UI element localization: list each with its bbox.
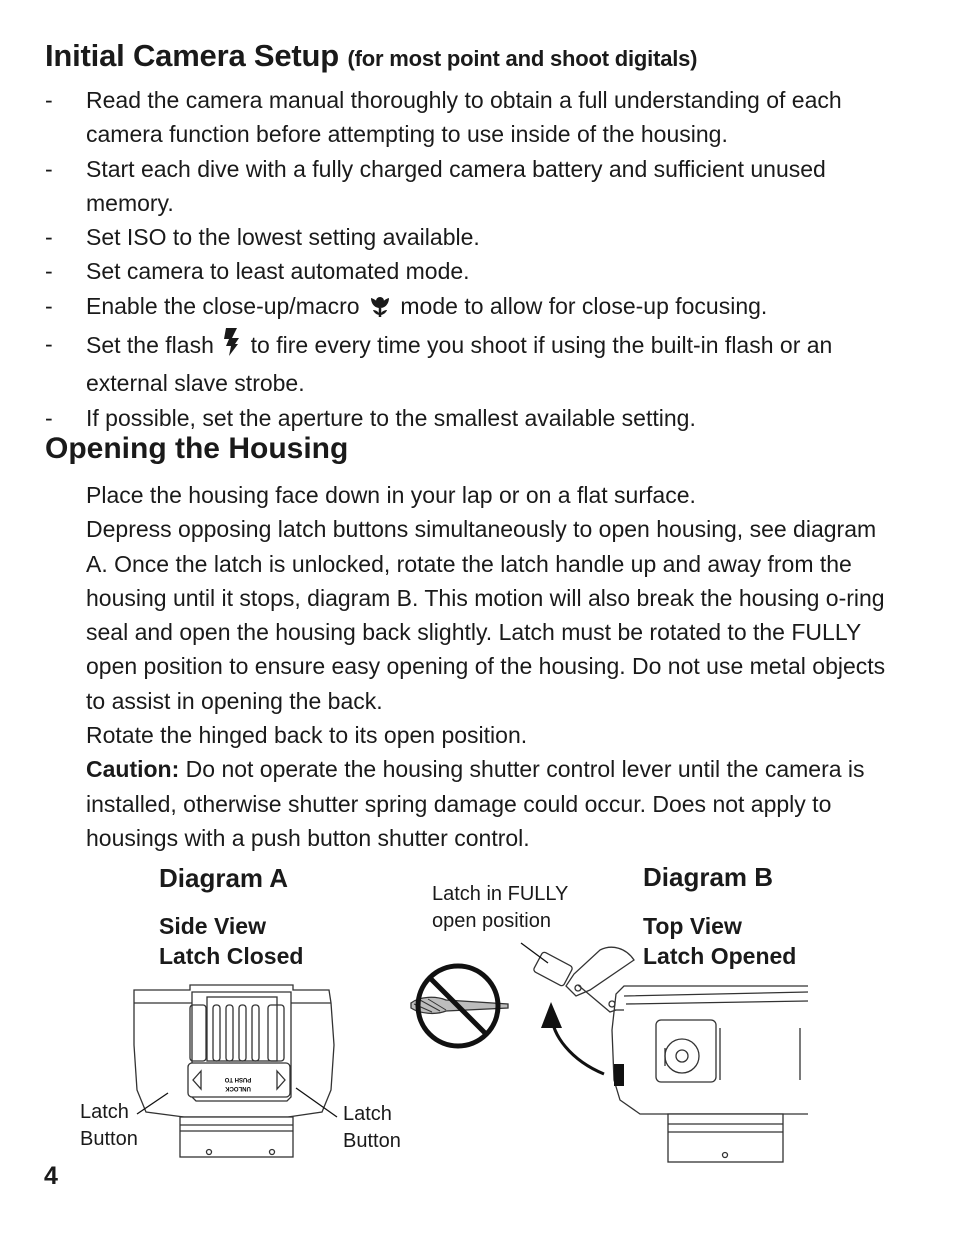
bullet-text-part: to fire every time you shoot if using the built-in flash or an external slave strobe. (86, 332, 833, 397)
paragraph: Rotate the hinged back to its open position. (86, 722, 528, 749)
opening-heading: Opening the Housing (45, 432, 349, 465)
page-number: 4 (44, 1162, 58, 1190)
bullet-text: Set ISO to the lowest setting available. (86, 224, 480, 251)
latch-unlock-text: UNLOCK (225, 1085, 251, 1091)
bullet-text: Set camera to least automated mode. (86, 258, 470, 285)
diagram-b-state: Latch Opened (643, 943, 797, 969)
diagram-b-view: Top View (643, 913, 742, 939)
bullet-dash: - (45, 404, 53, 431)
bullet-text-part: mode to allow for close-up focusing. (400, 292, 768, 319)
label-line: Button (343, 1130, 401, 1152)
bullet-dash: - (45, 155, 53, 182)
paragraph: Depress opposing latch buttons simultaneously to open housing, see diagram A. Once the latch is unlocked, rotate the latch handle up and away from the housing until it stops, diagram B. This motion will also break the housing o-ring seal and open the housing back slightly. Latch must be rotated to the FULLY open position to ensure easy opening of the housing. Do not use metal objects to assist in opening the back. (86, 516, 886, 714)
bullet-text-part: Enable the close-up/macro (86, 292, 360, 319)
bullet-text: Read the camera manual thoroughly to obtain a full understanding of each camera function before attempting to use inside of the housing. (86, 87, 842, 148)
diagram-a-view: Side View (159, 913, 266, 939)
bullet-text: If possible, set the aperture to the smallest available setting. (86, 404, 696, 431)
bullet-dash: - (45, 224, 53, 251)
bullet-text-part: Set the flash (86, 332, 214, 359)
rotation-arrow-icon (541, 1002, 604, 1074)
bullet-dash: - (45, 292, 53, 319)
label-line: Button (80, 1128, 138, 1150)
label-line: open position (432, 910, 551, 932)
label-line: Latch in FULLY (432, 883, 569, 905)
bullet-dash: - (45, 258, 53, 285)
setup-subtitle: (for most point and shoot digitals) (347, 46, 698, 71)
diagram-b-title: Diagram B (643, 862, 774, 892)
caution-label: Caution: (86, 756, 180, 783)
paragraph: Place the housing face down in your lap or on a flat surface. (86, 482, 696, 508)
label-line: Latch (343, 1103, 392, 1125)
latch-push-text: PUSH TO (224, 1076, 252, 1082)
diagram-a-title: Diagram A (159, 863, 289, 893)
caution-text: Do not operate the housing shutter control lever until the camera is installed, otherwise shutter spring damage could occur. Does not apply to housings with a push button shutter control. (86, 756, 865, 851)
diagram-a-state: Latch Closed (159, 943, 304, 969)
setup-title: Initial Camera Setup (45, 38, 340, 73)
no-screwdriver-icon (411, 966, 508, 1046)
label-line: Latch (80, 1101, 129, 1123)
diagram-b-housing (521, 943, 808, 1162)
latch-pin (614, 1064, 624, 1086)
bullet-text: Start each dive with a fully charged camera battery and sufficient unused memory. (86, 155, 826, 216)
bullet-dash: - (45, 87, 53, 113)
diagram-a-housing (134, 985, 337, 1157)
bullet-dash: - (45, 331, 53, 358)
